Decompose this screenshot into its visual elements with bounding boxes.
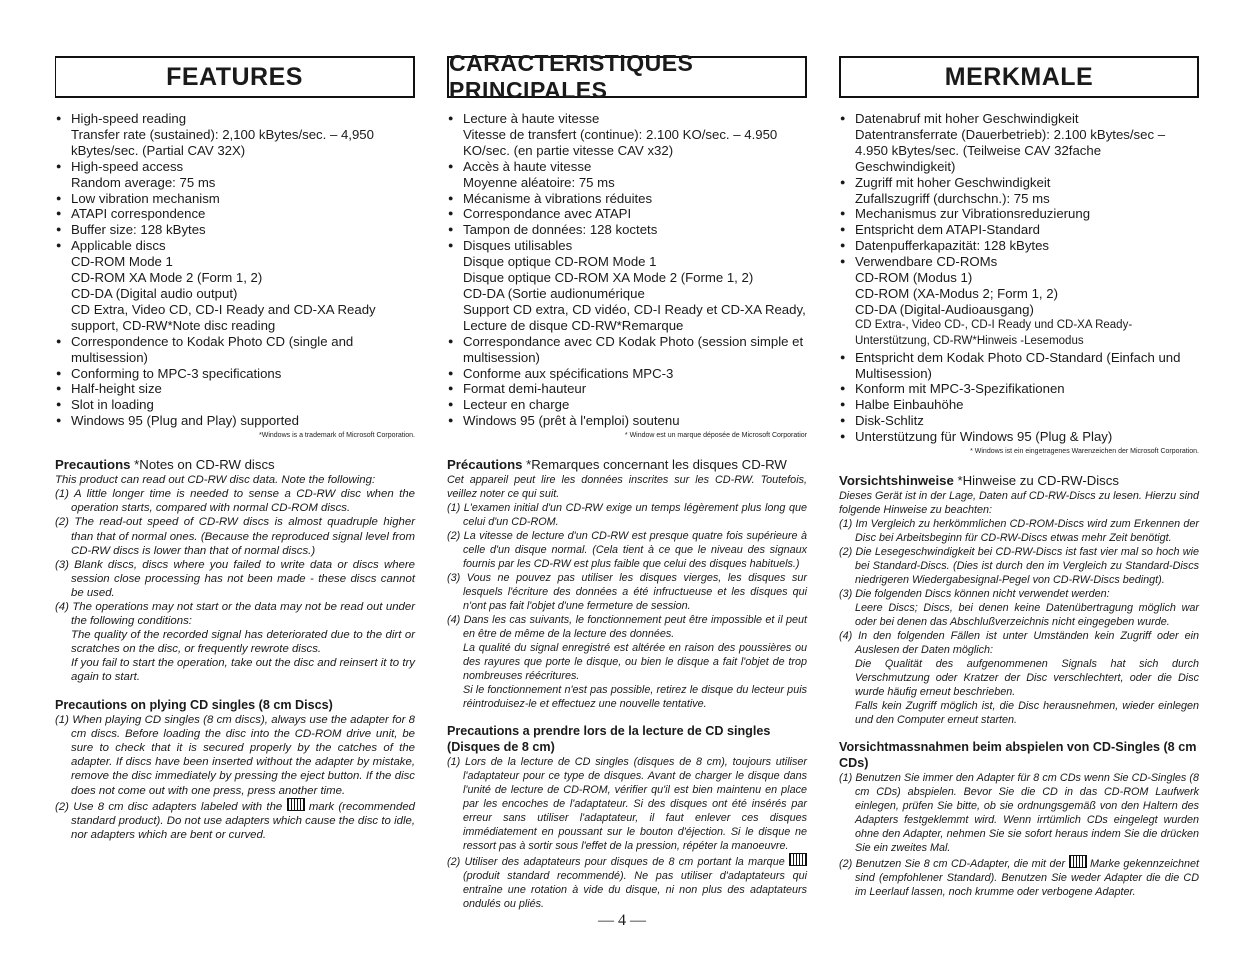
feature-item: ● High-speed reading Transfer rate (sustained): 2,100 kBytes/sec. – 4,950 kBytes/sec. (Partial CAV 32X) xyxy=(55,111,415,159)
merkmale-heading: MERKMALE xyxy=(839,56,1199,98)
features-list xyxy=(447,111,807,429)
german-column xyxy=(839,56,1199,899)
feature-item: ● ATAPI correspondence xyxy=(55,206,415,222)
feature-item: ● Lecture à haute vitesse Vitesse de transfert (continue): 2.100 KO/sec. – 4.950 KO/sec. (en partie vitesse CAV x32) xyxy=(447,111,807,159)
feature-item: ● Halbe Einbauhöhe xyxy=(839,397,1199,413)
precautions-title: Precautions *Notes on CD-RW discs xyxy=(55,457,275,473)
feature-item: ● Disques utilisables Disque optique CD-ROM Mode 1 Disque optique CD-ROM XA Mode 2 (Forme 1, 2) CD-DA (Sortie audionumérique Support CD extra, CD vidéo, CD-I Ready et CD-XA Ready, Lecture de disque CD-RW*Remarque xyxy=(447,238,807,333)
feature-item: ● Conforming to MPC-3 specifications xyxy=(55,366,415,382)
cd-singles-title: Vorsichtmassnahmen beim abspielen von CD-Singles (8 cm CDs) xyxy=(839,740,1197,770)
disc-adapter-mark-icon xyxy=(287,798,305,811)
page-number: — 4 — xyxy=(598,912,646,929)
feature-item: ● Low vibration mechanism xyxy=(55,191,415,207)
feature-item: ● Disk-Schlitz xyxy=(839,413,1199,429)
feature-item: ● Format demi-hauteur xyxy=(447,381,807,397)
feature-item: ● Correspondance avec CD Kodak Photo (session simple et multisession) xyxy=(447,334,807,366)
feature-item: ● Windows 95 (prêt à l'emploi) soutenu xyxy=(447,413,807,429)
precautions-title: Précautions *Remarques concernant les disques CD-RW xyxy=(447,457,787,473)
features-list xyxy=(839,111,1199,445)
precautions-body: Dieses Gerät ist in der Lage, Daten auf CD-RW-Discs zu lesen. Hierzu sind folgende Hinweise zu beachten: (1) Im Vergleich zu herkömmlichen CD-ROM-Discs wird zum Erkennen der Disc bei Arbeitsbeginn für CD-RW-Discs etwas mehr Zeit benötigt. (2) Die Lesegeschwindigkeit bei CD-RW-Discs ist fast vier mal so hoch wie bei Standard-Discs. (Dies ist durch den im Vergleich zu Standard-Discs niedrigeren Wiedergabesignal-Pegel von CD-RW-Discs bedingt). (3) Die folgenden Discs können nicht verwendet werden: Leere Discs; Discs, bei denen keine Datenübertragung möglich war oder bei denen das Abschlußverzeichnis nicht eingegeben wurde. (4) In den folgenden Fällen ist unter Umständen kein Zugriff oder ein Auslesen der Daten möglich: Die Qualität des aufgenommenen Signals hat sich durch Verschmutzung oder Kratzer der Disc verschlechtert, oder die Disc wurde häufig erneut beschrieben. Falls kein Zugriff möglich ist, die Disc herausnehmen, wieder einlegen und den Computer erneut starten. xyxy=(839,490,1199,727)
features-heading: FEATURES xyxy=(55,56,415,98)
feature-item: ● Slot in loading xyxy=(55,397,415,413)
feature-item: ● Applicable discs CD-ROM Mode 1 CD-ROM XA Mode 2 (Form 1, 2) CD-DA (Digital audio output) CD Extra, Video CD, CD-I Ready and CD-XA Ready support, CD-RW*Note disc reading xyxy=(55,238,415,333)
precautions-title: Vorsichtshinweise *Hinweise zu CD-RW-Discs xyxy=(839,473,1119,489)
precautions-body: This product can read out CD-RW disc data. Note the following: (1) A little longer time is needed to sense a CD-RW disc when the operation starts, compared with normal CD-ROM discs. (2) The read-out speed of CD-RW discs is almost quadruple higher than that of normal ones. (Because the reproduced signal level from CD-RW discs is lower than that of normal discs.) (3) Blank discs, discs where you failed to write data or discs where session close processing has not been made - these discs cannot be used. (4) The operations may not start or the data may not be read out under the following conditions: The quality of the recorded signal has deteriorated due to the dirt or scratches on the disc, or frequently rewrote discs. If you fail to start the operation, take out the disc and reinsert it to try again to start. xyxy=(55,474,415,684)
trademark-footnote: * Window est un marque déposée de Microsoft Corporatior xyxy=(624,432,807,440)
feature-item: ● Unterstützung für Windows 95 (Plug & Play) xyxy=(839,429,1199,445)
disc-adapter-mark-icon xyxy=(789,853,807,866)
feature-item: ● Verwendbare CD-ROMs CD-ROM (Modus 1) CD-ROM (XA-Modus 2; Form 1, 2) CD-DA (Digital-Audioausgang) CD Extra-, Video CD-, CD-I Ready und CD-XA Ready-Unterstützung, CD-RW*Hinweis -Lesemodus xyxy=(839,254,1199,349)
feature-item: ● Entspricht dem Kodak Photo CD-Standard (Einfach und Multisession) xyxy=(839,350,1199,382)
feature-item: ● Datenabruf mit hoher Geschwindigkeit Datentransferrate (Dauerbetrieb): 2.100 kBytes/sec – 4.950 kBytes/sec. (Teilweise CAV 32fache Geschwindigkeit) xyxy=(839,111,1199,175)
feature-item: ● Accès à haute vitesse Moyenne aléatoire: 75 ms xyxy=(447,159,807,191)
feature-item: ● Mechanismus zur Vibrationsreduzierung xyxy=(839,206,1199,222)
feature-item: ● Zugriff mit hoher Geschwindigkeit Zufallszugriff (durchschn.): 75 ms xyxy=(839,175,1199,207)
features-list xyxy=(55,111,415,429)
cd-singles-body: (1) When playing CD singles (8 cm discs), always use the adapter for 8 cm discs. Before loading the disc into the CD-ROM drive unit, be sure to check that it is secured properly by the catches of the adapter. If discs have been inserted without the adapter by mistake, remove the disc immediately by pressing the eject button. If the disc does not come out with one press, press another time. (2) Use 8 cm disc adapters labeled with the mark (recommended standard product). Do not use adapters which cause the disc to idle, nor adapters which are bent or curved. xyxy=(55,714,415,841)
cd-singles-title: Precautions on plying CD singles (8 cm Discs) xyxy=(55,697,333,712)
precautions-body: Cet appareil peut lire les données inscrites sur les CD-RW. Toutefois, veillez noter ce qui suit. (1) L'examen initial d'un CD-RW exige un temps légèrement plus long que celui d'un CD-ROM. (2) La vitesse de lecture d'un CD-RW est presque quatre fois supérieure à celle d'un disque normal. (Cela tient à ce que le niveau des signaux fournis par les CD-RW est plus faible que celui des disques habituels.) (3) Vous ne pouvez pas utiliser les disques vierges, les disques sur lesquels l'écriture des données a été infructueuse et les disques qui n'ont pas fait l'objet d'une fermeture de session. (4) Dans les cas suivants, le fonctionnement peut être impossible et il peut en être de même de la lecture des données. La qualité du signal enregistré est altérée en raison des poussières ou des rayures que porte le disque, ou bien le disque a fait l'objet de trop nombreuses réécritures. Si le fonctionnement n'est pas possible, retirez le disque du lecteur puis réintroduisez-le et effectuez une nouvelle tentative. xyxy=(447,474,807,711)
feature-item: ● Konform mit MPC-3-Spezifikationen xyxy=(839,381,1199,397)
cd-singles-body: (1) Lors de la lecture de CD singles (disques de 8 cm), toujours utiliser l'adaptateur pour ce type de disques. Avant de charger le disque dans l'unité de lecture de CD-ROM, vérifier qu'il est bien maintenu en place par les encoches de l'adaptateur. Si des disques ont été insérés par erreur sans utiliser l'adaptateur, il faut enlever ces disques immédiatement en poussant sur le bouton d'éjection. Si le disque ne ressort pas à sortir sous l'effet de la pression, répéter la manoeuvre. (2) Utiliser des adaptateurs pour disques de 8 cm portant la marque (produit standard recommendé). Ne pas utiliser d'adaptateurs qui entraîne une rotation à vide du disque, ni non plus des adaptateurs ondulés ou pliés. xyxy=(447,756,807,911)
trademark-footnote: *Windows is a trademark of Microsoft Corporation. xyxy=(259,432,415,440)
feature-item: ● Lecteur en charge xyxy=(447,397,807,413)
feature-item: ● Correspondance avec ATAPI xyxy=(447,206,807,222)
feature-item: ● High-speed access Random average: 75 ms xyxy=(55,159,415,191)
english-column xyxy=(55,56,415,842)
cd-singles-title: Precautions a prendre lors de la lecture de CD singles (Disques de 8 cm) xyxy=(447,724,771,754)
feature-item: ● Tampon de données: 128 koctets xyxy=(447,222,807,238)
trademark-footnote: * Windows ist ein eingetragenes Warenzeichen der Microsoft Corporation. xyxy=(970,448,1199,456)
caracteristiques-heading: CARACTERISTIQUES PRINCIPALES xyxy=(447,56,807,98)
french-column xyxy=(447,50,807,911)
feature-item: ● Datenpufferkapazität: 128 kBytes xyxy=(839,238,1199,254)
feature-item: ● Mécanisme à vibrations réduites xyxy=(447,191,807,207)
disc-adapter-mark-icon xyxy=(1069,855,1087,868)
feature-item: ● Windows 95 (Plug and Play) supported xyxy=(55,413,415,429)
feature-item: ● Conforme aux spécifications MPC-3 xyxy=(447,366,807,382)
feature-item: ● Half-height size xyxy=(55,381,415,397)
feature-item: ● Entspricht dem ATAPI-Standard xyxy=(839,222,1199,238)
cd-singles-body: (1) Benutzen Sie immer den Adapter für 8 cm CDs wenn Sie CD-Singles (8 cm CDs) abspielen. Bevor Sie die CD in das CD-ROM Laufwerk einlegen, prüfen Sie bitte, ob sie ordnungsgemäß von den Haltern des Adapters festgeklemmt wird. Wenn irrtümlich CDs eingelegt wurden ohne den Adapter, nehmen Sie sie sofort heraus indem Sie die drücken Sie ein zweites Mal. (2) Benutzen Sie 8 cm CD-Adapter, die mit der Marke gekennzeichnet sind (empfohlener Standard). Benutzen Sie weder Adapter die die CD im Leerlauf lassen, noch krumme oder verbogene Adapter. xyxy=(839,772,1200,899)
feature-item: ● Correspondence to Kodak Photo CD (single and multisession) xyxy=(55,334,415,366)
feature-item: ● Buffer size: 128 kBytes xyxy=(55,222,415,238)
